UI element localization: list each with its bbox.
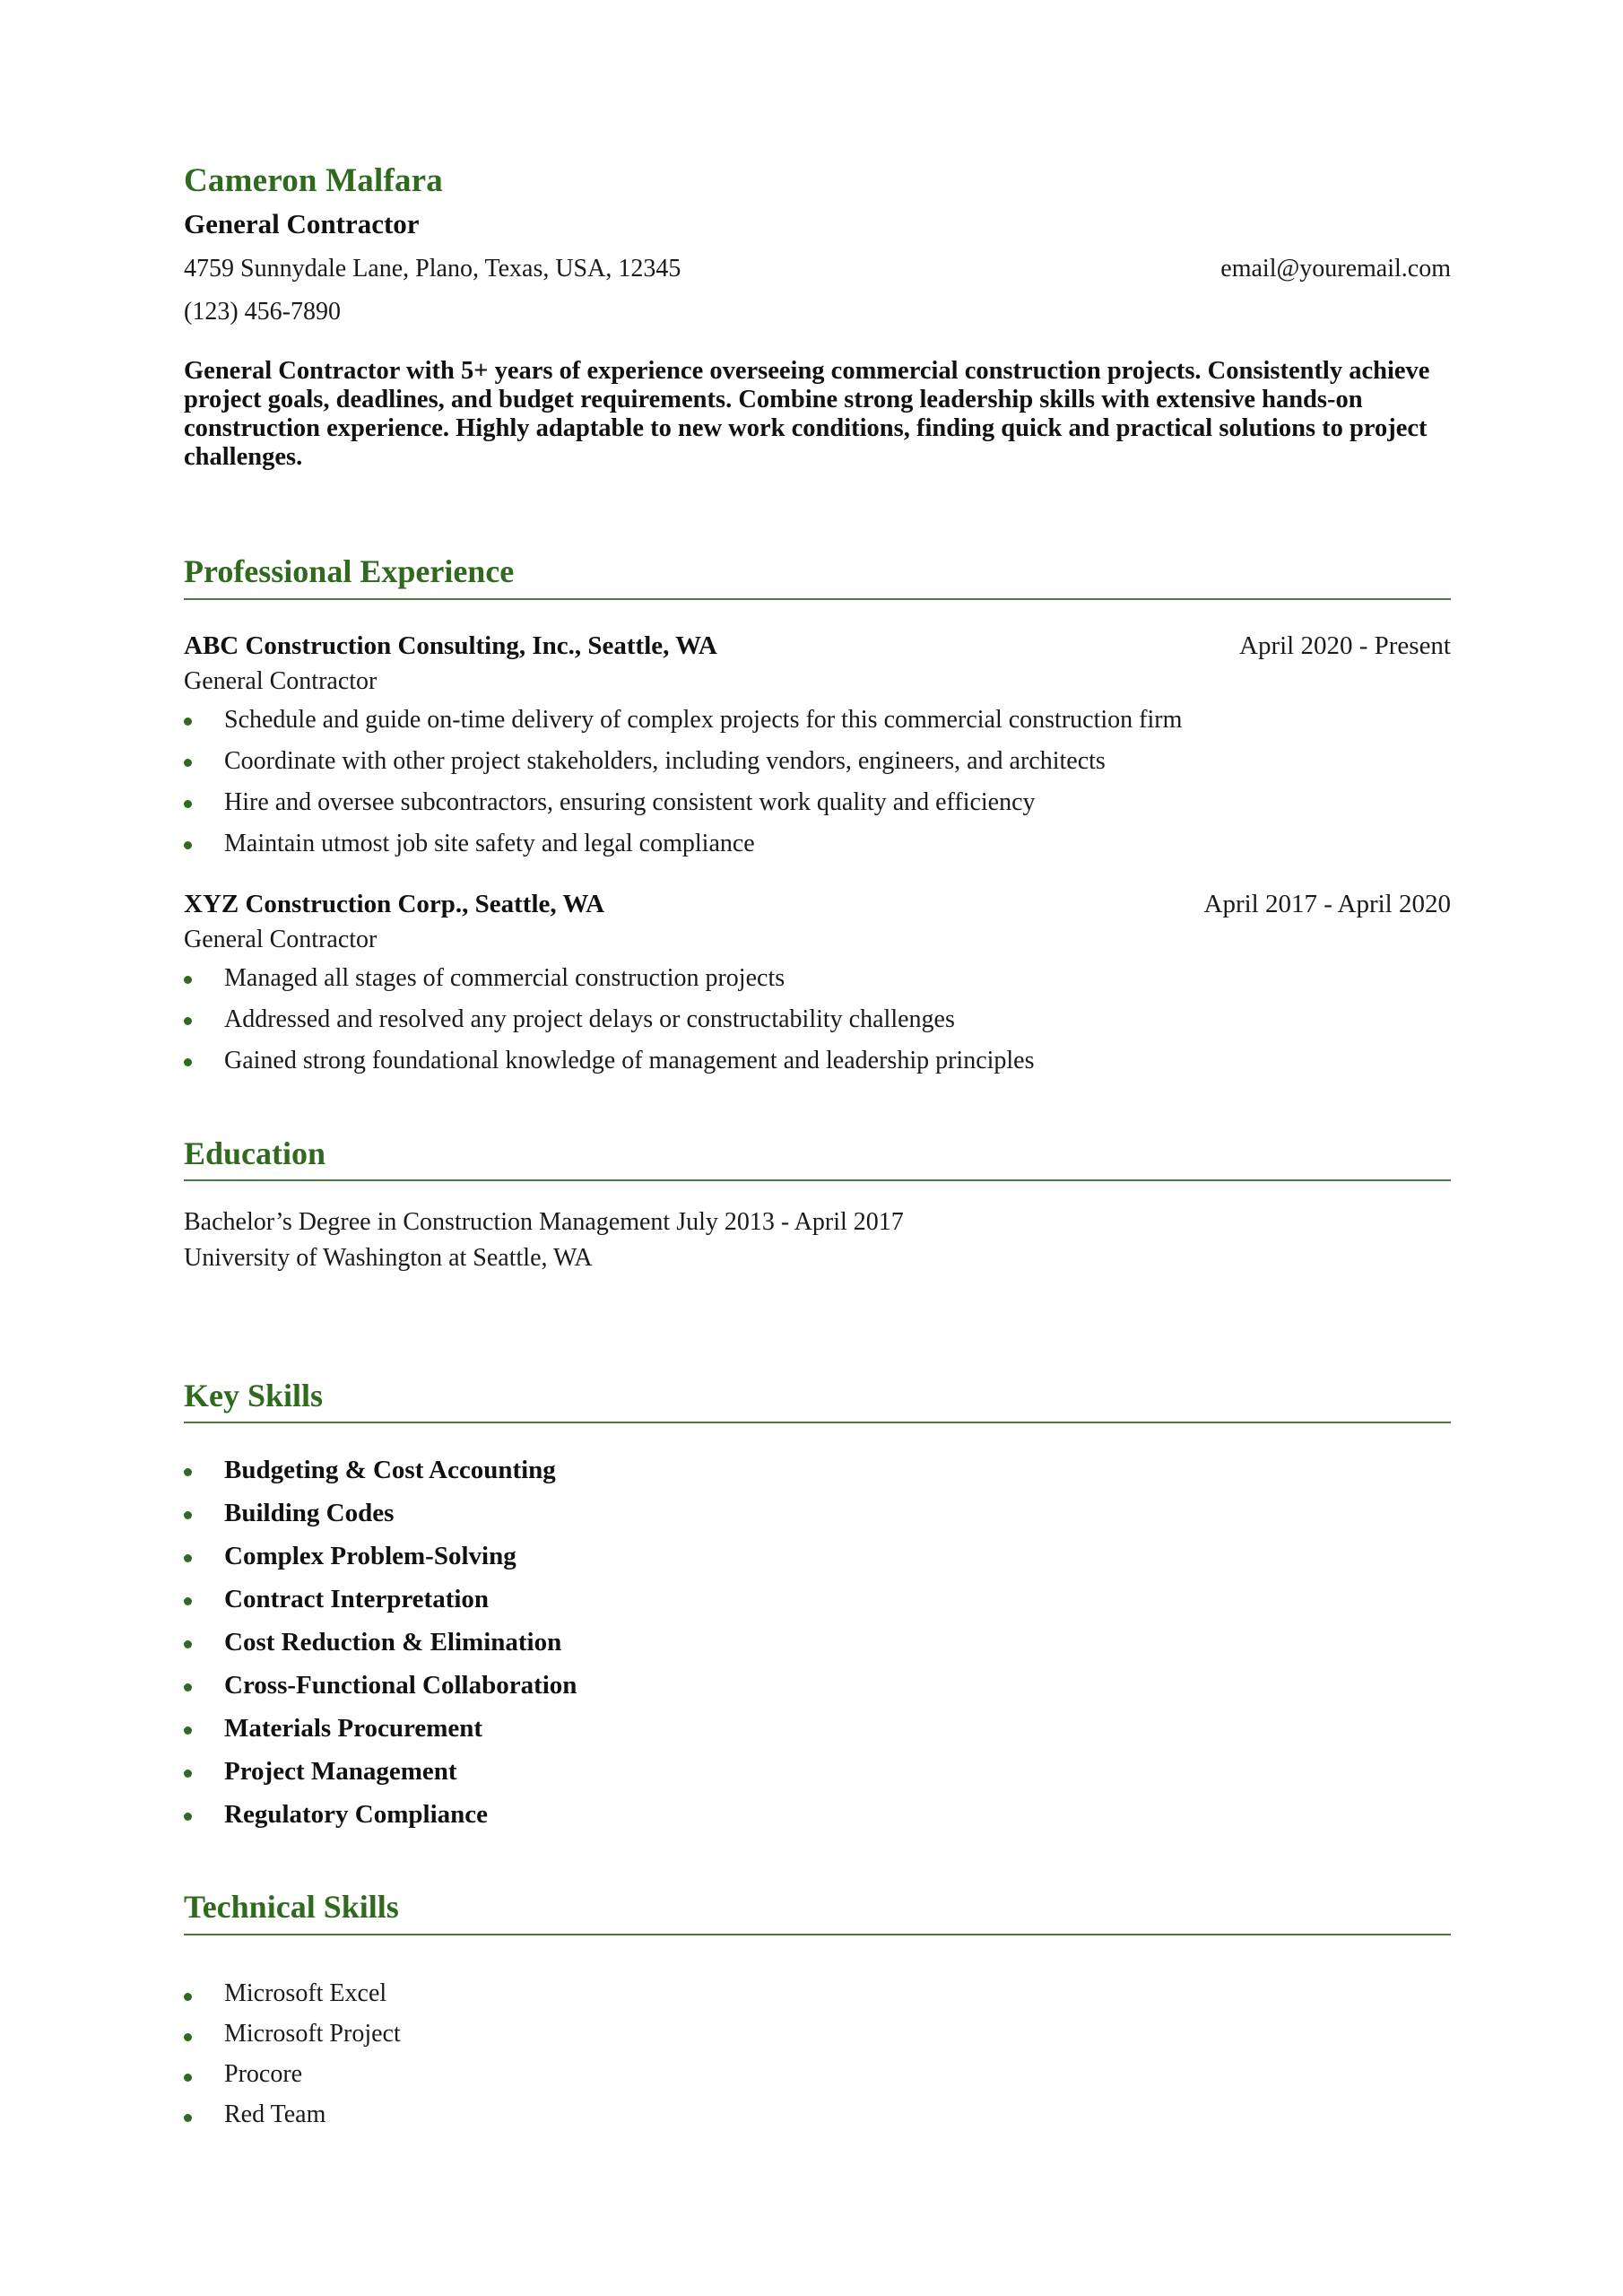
bullet-dot-icon: [184, 1640, 192, 1648]
list-item: [184, 1578, 1451, 1621]
bullet-text: Schedule and guide on-time delivery of complex projects for this commercial construction firm: [224, 706, 1183, 734]
list-item: [184, 1664, 1451, 1707]
section-title-education: Education: [184, 1135, 326, 1171]
list-item: [184, 958, 1451, 999]
bullet-dot-icon: [184, 1468, 192, 1476]
list-item: [184, 1793, 1451, 1836]
section-divider: [184, 1422, 1451, 1423]
bullet-text: Coordinate with other project stakeholders, including vendors, engineers, and architects: [224, 747, 1106, 775]
professional-summary: General Contractor with 5+ years of experience overseeing commercial construction projects. Consistently achieve project goals, deadlines, and budget requirements. Combine strong leadership skills with extensive hands-on construction experience. Highly adaptable to new work conditions, finding quick and practical solutions to project challenges.: [184, 357, 1430, 471]
skill-text: Cross-Functional Collaboration: [224, 1671, 577, 1700]
skill-text: Materials Procurement: [224, 1714, 483, 1743]
section-divider: [184, 598, 1451, 600]
bullet-dot-icon: [184, 1770, 192, 1778]
list-item: [184, 1707, 1451, 1750]
job-entry: [184, 886, 1451, 1082]
candidate-title: General Contractor: [184, 208, 420, 239]
job-header: [184, 628, 1451, 664]
skill-text: Microsoft Excel: [224, 1979, 387, 2007]
skill-text: Red Team: [224, 2100, 326, 2128]
skill-text: Cost Reduction & Elimination: [224, 1628, 562, 1657]
job-entry: [184, 628, 1451, 865]
degree-line: Bachelor’s Degree in Construction Management July 2013 - April 2017: [184, 1208, 904, 1236]
bullet-dot-icon: [184, 1058, 192, 1066]
phone: (123) 456-7890: [184, 298, 341, 326]
bullet-text: Managed all stages of commercial construction projects: [224, 964, 785, 992]
bullet-text: Maintain utmost job site safety and legal compliance: [224, 830, 755, 857]
list-item: [184, 1973, 1451, 2013]
bullet-dot-icon: [184, 800, 192, 808]
bullet-dot-icon: [184, 2074, 192, 2082]
school-line: University of Washington at Seattle, WA: [184, 1244, 593, 1272]
section-divider: [184, 1179, 1451, 1181]
list-item: [184, 2054, 1451, 2094]
bullet-dot-icon: [184, 976, 192, 984]
list-item: [184, 1040, 1451, 1082]
section-title-technical-skills: Technical Skills: [184, 1889, 399, 1925]
list-item: [184, 700, 1451, 741]
skill-text: Building Codes: [224, 1499, 395, 1527]
skill-text: Microsoft Project: [224, 2020, 401, 2048]
key-skills-list: [184, 1448, 1451, 1836]
skill-text: Procore: [224, 2060, 303, 2088]
bullet-dot-icon: [184, 841, 192, 849]
bullet-dot-icon: [184, 1554, 192, 1562]
bullet-dot-icon: [184, 1597, 192, 1605]
bullet-text: Gained strong foundational knowledge of management and leadership principles: [224, 1047, 1035, 1074]
bullet-dot-icon: [184, 1683, 192, 1692]
section-divider: [184, 1934, 1451, 1935]
bullet-dot-icon: [184, 1813, 192, 1821]
job-bullets: [184, 700, 1451, 865]
skill-text: Contract Interpretation: [224, 1585, 490, 1613]
list-item: [184, 999, 1451, 1040]
job-bullets: [184, 958, 1451, 1082]
bullet-dot-icon: [184, 718, 192, 726]
job-dates: April 2017 - April 2020: [1203, 890, 1451, 918]
bullet-text: Addressed and resolved any project delays or constructability challenges: [224, 1005, 955, 1033]
section-title-experience: Professional Experience: [184, 553, 515, 589]
skill-text: Budgeting & Cost Accounting: [224, 1456, 556, 1484]
resume-page: [184, 0, 1451, 2296]
skill-text: Regulatory Compliance: [224, 1800, 488, 1829]
list-item: [184, 2094, 1451, 2135]
contact-row: [184, 255, 1451, 283]
list-item: [184, 823, 1451, 865]
bullet-dot-icon: [184, 1511, 192, 1519]
skill-text: Complex Problem-Solving: [224, 1542, 516, 1570]
list-item: [184, 1492, 1451, 1535]
bullet-text: Hire and oversee subcontractors, ensuring consistent work quality and efficiency: [224, 788, 1036, 816]
skill-text: Project Management: [224, 1757, 457, 1786]
candidate-name: Cameron Malfara: [184, 162, 443, 199]
list-item: [184, 1621, 1451, 1664]
address: 4759 Sunnydale Lane, Plano, Texas, USA, 12345: [184, 255, 681, 283]
company-name: ABC Construction Consulting, Inc., Seattle, WA: [184, 631, 717, 660]
list-item: [184, 1448, 1451, 1492]
bullet-dot-icon: [184, 1993, 192, 2001]
technical-skills-list: [184, 1973, 1451, 2135]
job-role: General Contractor: [184, 667, 378, 695]
list-item: [184, 1535, 1451, 1578]
job-role: General Contractor: [184, 926, 378, 953]
bullet-dot-icon: [184, 2033, 192, 2041]
job-header: [184, 886, 1451, 922]
bullet-dot-icon: [184, 1017, 192, 1025]
bullet-dot-icon: [184, 2114, 192, 2122]
email: email@youremail.com: [1220, 255, 1451, 283]
bullet-dot-icon: [184, 1726, 192, 1735]
list-item: [184, 2013, 1451, 2054]
list-item: [184, 782, 1451, 823]
bullet-dot-icon: [184, 759, 192, 767]
list-item: [184, 1750, 1451, 1793]
company-name: XYZ Construction Corp., Seattle, WA: [184, 890, 605, 918]
phone-row: [184, 298, 1451, 326]
job-dates: April 2020 - Present: [1239, 631, 1451, 660]
list-item: [184, 741, 1451, 782]
section-title-key-skills: Key Skills: [184, 1378, 324, 1413]
